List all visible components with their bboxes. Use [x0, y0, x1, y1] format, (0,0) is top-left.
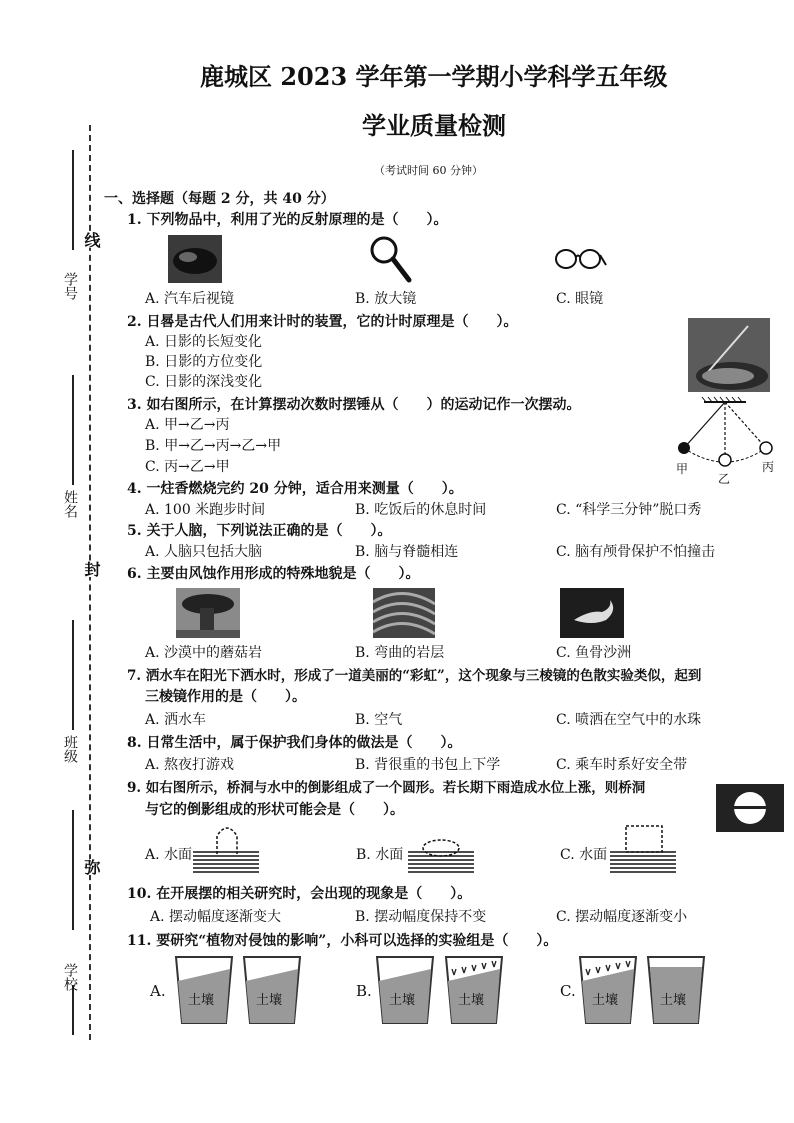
q6-option-a: A. 沙漠中的蘑菇岩 [145, 645, 263, 661]
name-label: 姓名 [62, 490, 78, 518]
exam-time: （考试时间 60 分钟） [374, 164, 483, 177]
glasses-image [552, 246, 608, 272]
q9-option-b: B. 水面 [356, 847, 404, 863]
q11-c-cup-1-with-plants [578, 955, 638, 1025]
q7-option-c: C. 喷洒在空气中的水珠 [556, 712, 702, 728]
q11-b-soil-2: 土壤 [458, 993, 485, 1008]
q11-b-cup-2-with-plants [444, 955, 504, 1025]
q11-a-cup-1 [174, 955, 234, 1025]
q6-option-b: B. 弯曲的岩层 [355, 645, 445, 661]
binding-mark-xian: 线 [82, 232, 101, 248]
q1-stem: 1. 下列物品中，利用了光的反射原理的是（ ）。 [127, 212, 448, 228]
q3-option-c: C. 丙→乙→甲 [145, 459, 230, 475]
q11-a-cup-2 [242, 955, 302, 1025]
binding-dashed-line [89, 125, 91, 1040]
magnifier-image [368, 234, 412, 284]
exam-title: 鹿城区 2023 学年第一学期小学科学五年级 [200, 62, 668, 91]
binding-mark-mi: 弥 [82, 859, 101, 875]
q11-c-soil-2: 土壤 [660, 993, 687, 1008]
binding-mark-feng: 封 [82, 561, 101, 577]
q9-stem-line2: 与它的倒影组成的形状可能会是（ ）。 [145, 802, 404, 818]
q7-stem-line2: 三棱镜作用的是（ ）。 [145, 689, 306, 705]
q2-stem: 2. 日晷是古代人们用来计时的装置，它的计时原理是（ ）。 [127, 314, 518, 330]
q10-option-c: C. 摆动幅度逐渐变小 [556, 909, 688, 925]
q1-option-a: A. 汽车后视镜 [145, 291, 235, 307]
q5-option-b: B. 脑与脊髓相连 [355, 544, 459, 560]
q11-c-soil-1: 土壤 [592, 993, 619, 1008]
name-line [72, 375, 74, 485]
q2-option-b: B. 日影的方位变化 [145, 354, 263, 370]
q10-stem: 10. 在开展摆的相关研究时，会出现的现象是（ ）。 [127, 886, 472, 902]
q4-stem: 4. 一炷香燃烧完约 20 分钟，适合用来测量（ ）。 [127, 481, 463, 497]
sundial-image [688, 318, 770, 392]
q7-option-a: A. 洒水车 [145, 712, 207, 728]
class-line [72, 620, 74, 730]
q11-option-c: C. [560, 982, 576, 1000]
pendulum-label-jia: 甲 [676, 462, 689, 476]
q7-option-b: B. 空气 [355, 712, 403, 728]
school-label: 学校 [62, 963, 78, 991]
q9-option-b-diagram [408, 822, 474, 876]
q11-b-cup-1 [375, 955, 435, 1025]
q5-option-a: A. 人脑只包括大脑 [145, 544, 263, 560]
q9-option-c-diagram [610, 822, 676, 876]
school-line-lower [72, 985, 74, 1035]
q11-option-b: B. [356, 982, 372, 1000]
class-label: 班级 [62, 735, 78, 763]
q2-option-a: A. 日影的长短变化 [145, 334, 263, 350]
pendulum-label-bing: 丙 [762, 460, 775, 474]
q3-stem: 3. 如右图所示，在计算摆动次数时摆锤从（ ）的运动记作一次摆动。 [127, 397, 581, 413]
q8-option-b: B. 背很重的书包上下学 [355, 757, 501, 773]
q2-option-c: C. 日影的深浅变化 [145, 374, 263, 390]
rearview-mirror-image [168, 235, 222, 283]
q11-option-a: A. [150, 982, 166, 1000]
q11-c-cup-2 [646, 955, 706, 1025]
q4-option-a: A. 100 米跑步时间 [145, 502, 266, 518]
exam-subtitle: 学业质量检测 [362, 111, 506, 140]
pendulum-label-yi: 乙 [718, 472, 731, 486]
q9-option-c: C. 水面 [560, 847, 608, 863]
q6-stem: 6. 主要由风蚀作用形成的特殊地貌是（ ）。 [127, 566, 420, 582]
q9-stem-line1: 9. 如右图所示，桥洞与水中的倒影组成了一个圆形。若长期下雨造成水位上涨，则桥洞 [127, 780, 646, 796]
section-heading: 一、选择题（每题 2 分，共 40 分） [104, 191, 335, 207]
q11-a-soil-2: 土壤 [256, 993, 283, 1008]
folded-rock-image [373, 588, 435, 638]
student-id-line [72, 150, 74, 250]
q5-option-c: C. 脑有颅骨保护不怕撞击 [556, 544, 716, 560]
q11-b-soil-1: 土壤 [389, 993, 416, 1008]
mushroom-rock-image [176, 588, 240, 638]
q6-option-c: C. 鱼骨沙洲 [556, 645, 632, 661]
q9-option-a: A. 水面 [145, 847, 193, 863]
q8-stem: 8. 日常生活中，属于保护我们身体的做法是（ ）。 [127, 735, 462, 751]
q10-option-b: B. 摆动幅度保持不变 [355, 909, 487, 925]
q4-option-b: B. 吃饭后的休息时间 [355, 502, 487, 518]
bridge-reflection-image [716, 780, 784, 836]
q1-option-b: B. 放大镜 [355, 291, 417, 307]
q11-a-soil-1: 土壤 [188, 993, 215, 1008]
q11-stem: 11. 要研究“植物对侵蚀的影响”，小科可以选择的实验组是（ ）。 [127, 933, 558, 949]
q1-option-c: C. 眼镜 [556, 291, 604, 307]
q10-option-a: A. 摆动幅度逐渐变大 [150, 909, 282, 925]
q3-option-b: B. 甲→乙→丙→乙→甲 [145, 438, 282, 454]
q8-option-a: A. 熬夜打游戏 [145, 757, 235, 773]
q5-stem: 5. 关于人脑，下列说法正确的是（ ）。 [127, 523, 392, 539]
q4-option-c: C. “科学三分钟”脱口秀 [556, 502, 702, 518]
q7-stem-line1: 7. 洒水车在阳光下洒水时，形成了一道美丽的“彩虹”，这个现象与三棱镜的色散实验类似，起到 [127, 668, 702, 684]
q9-option-a-diagram [193, 822, 259, 876]
sandbar-image [560, 588, 624, 638]
q8-option-c: C. 乘车时系好安全带 [556, 757, 688, 773]
student-id-label: 学号 [62, 272, 78, 300]
school-line-upper [72, 810, 74, 930]
q3-option-a: A. 甲→乙→丙 [145, 417, 230, 433]
